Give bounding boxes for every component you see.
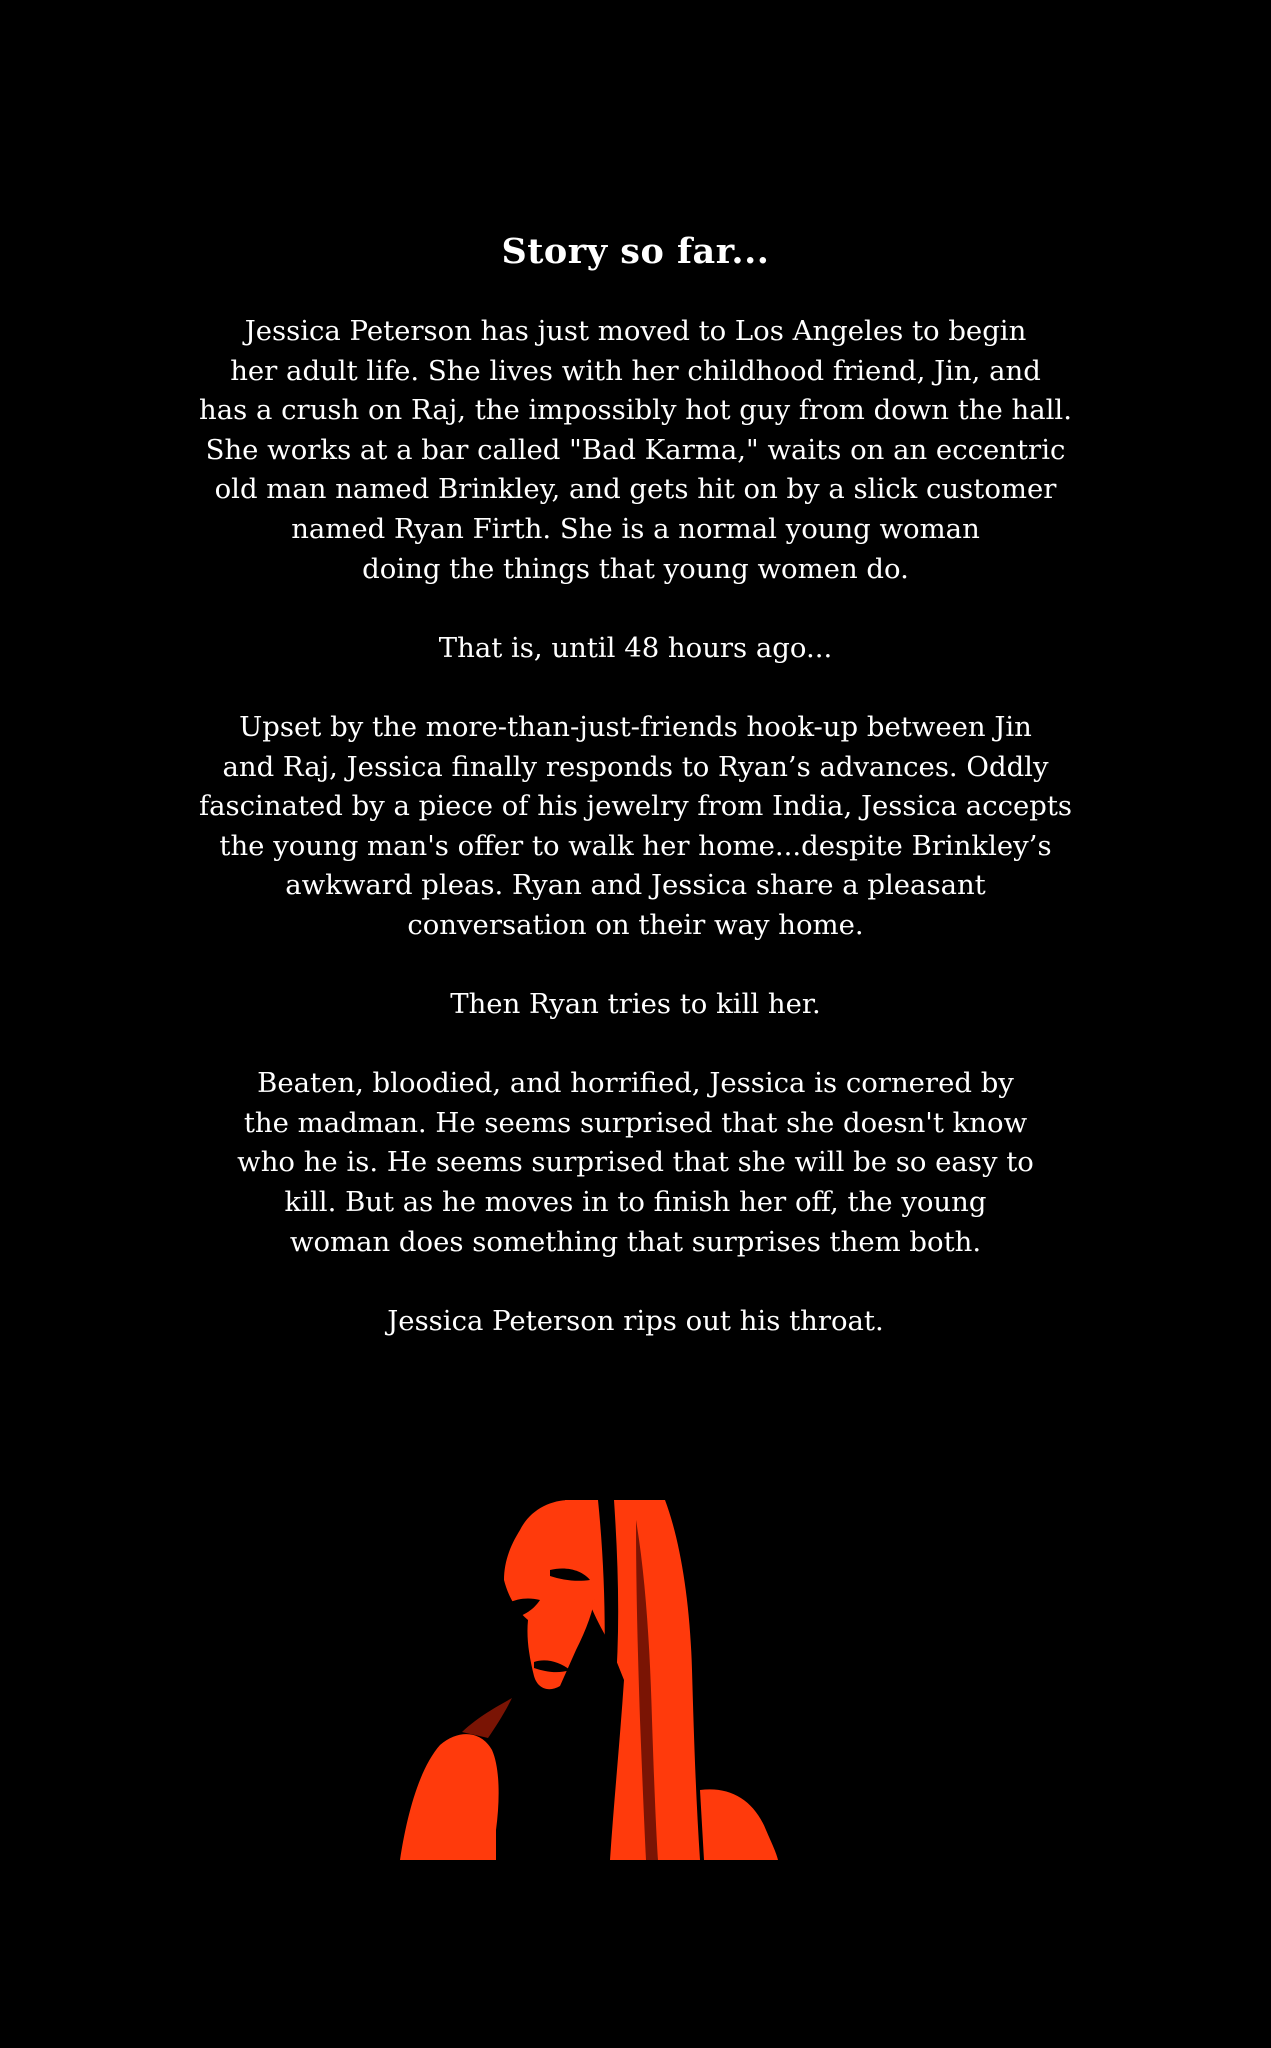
story-line: and Raj, Jessica finally responds to Ryan’s advances. Oddly xyxy=(222,750,1049,783)
story-line: awkward pleas. Ryan and Jessica share a pleasant xyxy=(285,869,986,902)
story-line: has a crush on Raj, the impossibly hot guy from down the hall. xyxy=(199,394,1072,427)
story-paragraph-1 xyxy=(120,312,1151,589)
story-paragraph-2 xyxy=(120,629,1151,669)
story-line: the young man's offer to walk her home...despite Brinkley’s xyxy=(219,829,1052,862)
left-shoulder-shade xyxy=(462,1698,512,1738)
story-paragraph-6 xyxy=(120,1302,1151,1342)
story-line: the madman. He seems surprised that she doesn't know xyxy=(243,1106,1028,1139)
story-paragraph-4 xyxy=(120,985,1151,1025)
story-line: doing the things that young women do. xyxy=(362,552,909,585)
story-line: conversation on their way home. xyxy=(407,908,864,941)
story-line: Jessica Peterson rips out his throat. xyxy=(387,1304,884,1337)
left-shoulder-shape xyxy=(400,1734,499,1860)
right-shoulder-shape xyxy=(700,1789,778,1860)
story-line: That is, until 48 hours ago... xyxy=(438,631,833,664)
story-line: Beaten, bloodied, and horrified, Jessica is cornered by xyxy=(257,1067,1014,1100)
story-line: Jessica Peterson has just moved to Los Angeles to begin xyxy=(244,315,1027,347)
story-line: fascinated by a piece of his jewelry from India, Jessica accepts xyxy=(198,790,1073,823)
story-line: kill. But as he moves in to finish her off, the young xyxy=(284,1186,987,1219)
story-line: her adult life. She lives with her childhood friend, Jin, and xyxy=(230,354,1041,387)
story-line: named Ryan Firth. She is a normal young woman xyxy=(291,512,980,545)
story-line: woman does something that surprises them both. xyxy=(289,1225,982,1258)
story-line: She works at a bar called "Bad Karma," waits on an eccentric xyxy=(205,433,1066,466)
story-line: old man named Brinkley, and gets hit on by a slick customer xyxy=(214,473,1057,506)
story-line: who he is. He seems surprised that she will be so easy to xyxy=(237,1146,1034,1179)
story-text xyxy=(120,312,1151,1381)
story-line: Upset by the more-than-just-friends hook-up between Jin xyxy=(239,710,1032,743)
woman-portrait-illustration xyxy=(400,1500,880,1870)
story-line: Then Ryan tries to kill her. xyxy=(450,988,821,1021)
story-paragraph-3 xyxy=(120,708,1151,946)
face-shape xyxy=(504,1500,599,1689)
page-title: Story so far... xyxy=(501,231,770,272)
story-paragraph-5 xyxy=(120,1064,1151,1262)
